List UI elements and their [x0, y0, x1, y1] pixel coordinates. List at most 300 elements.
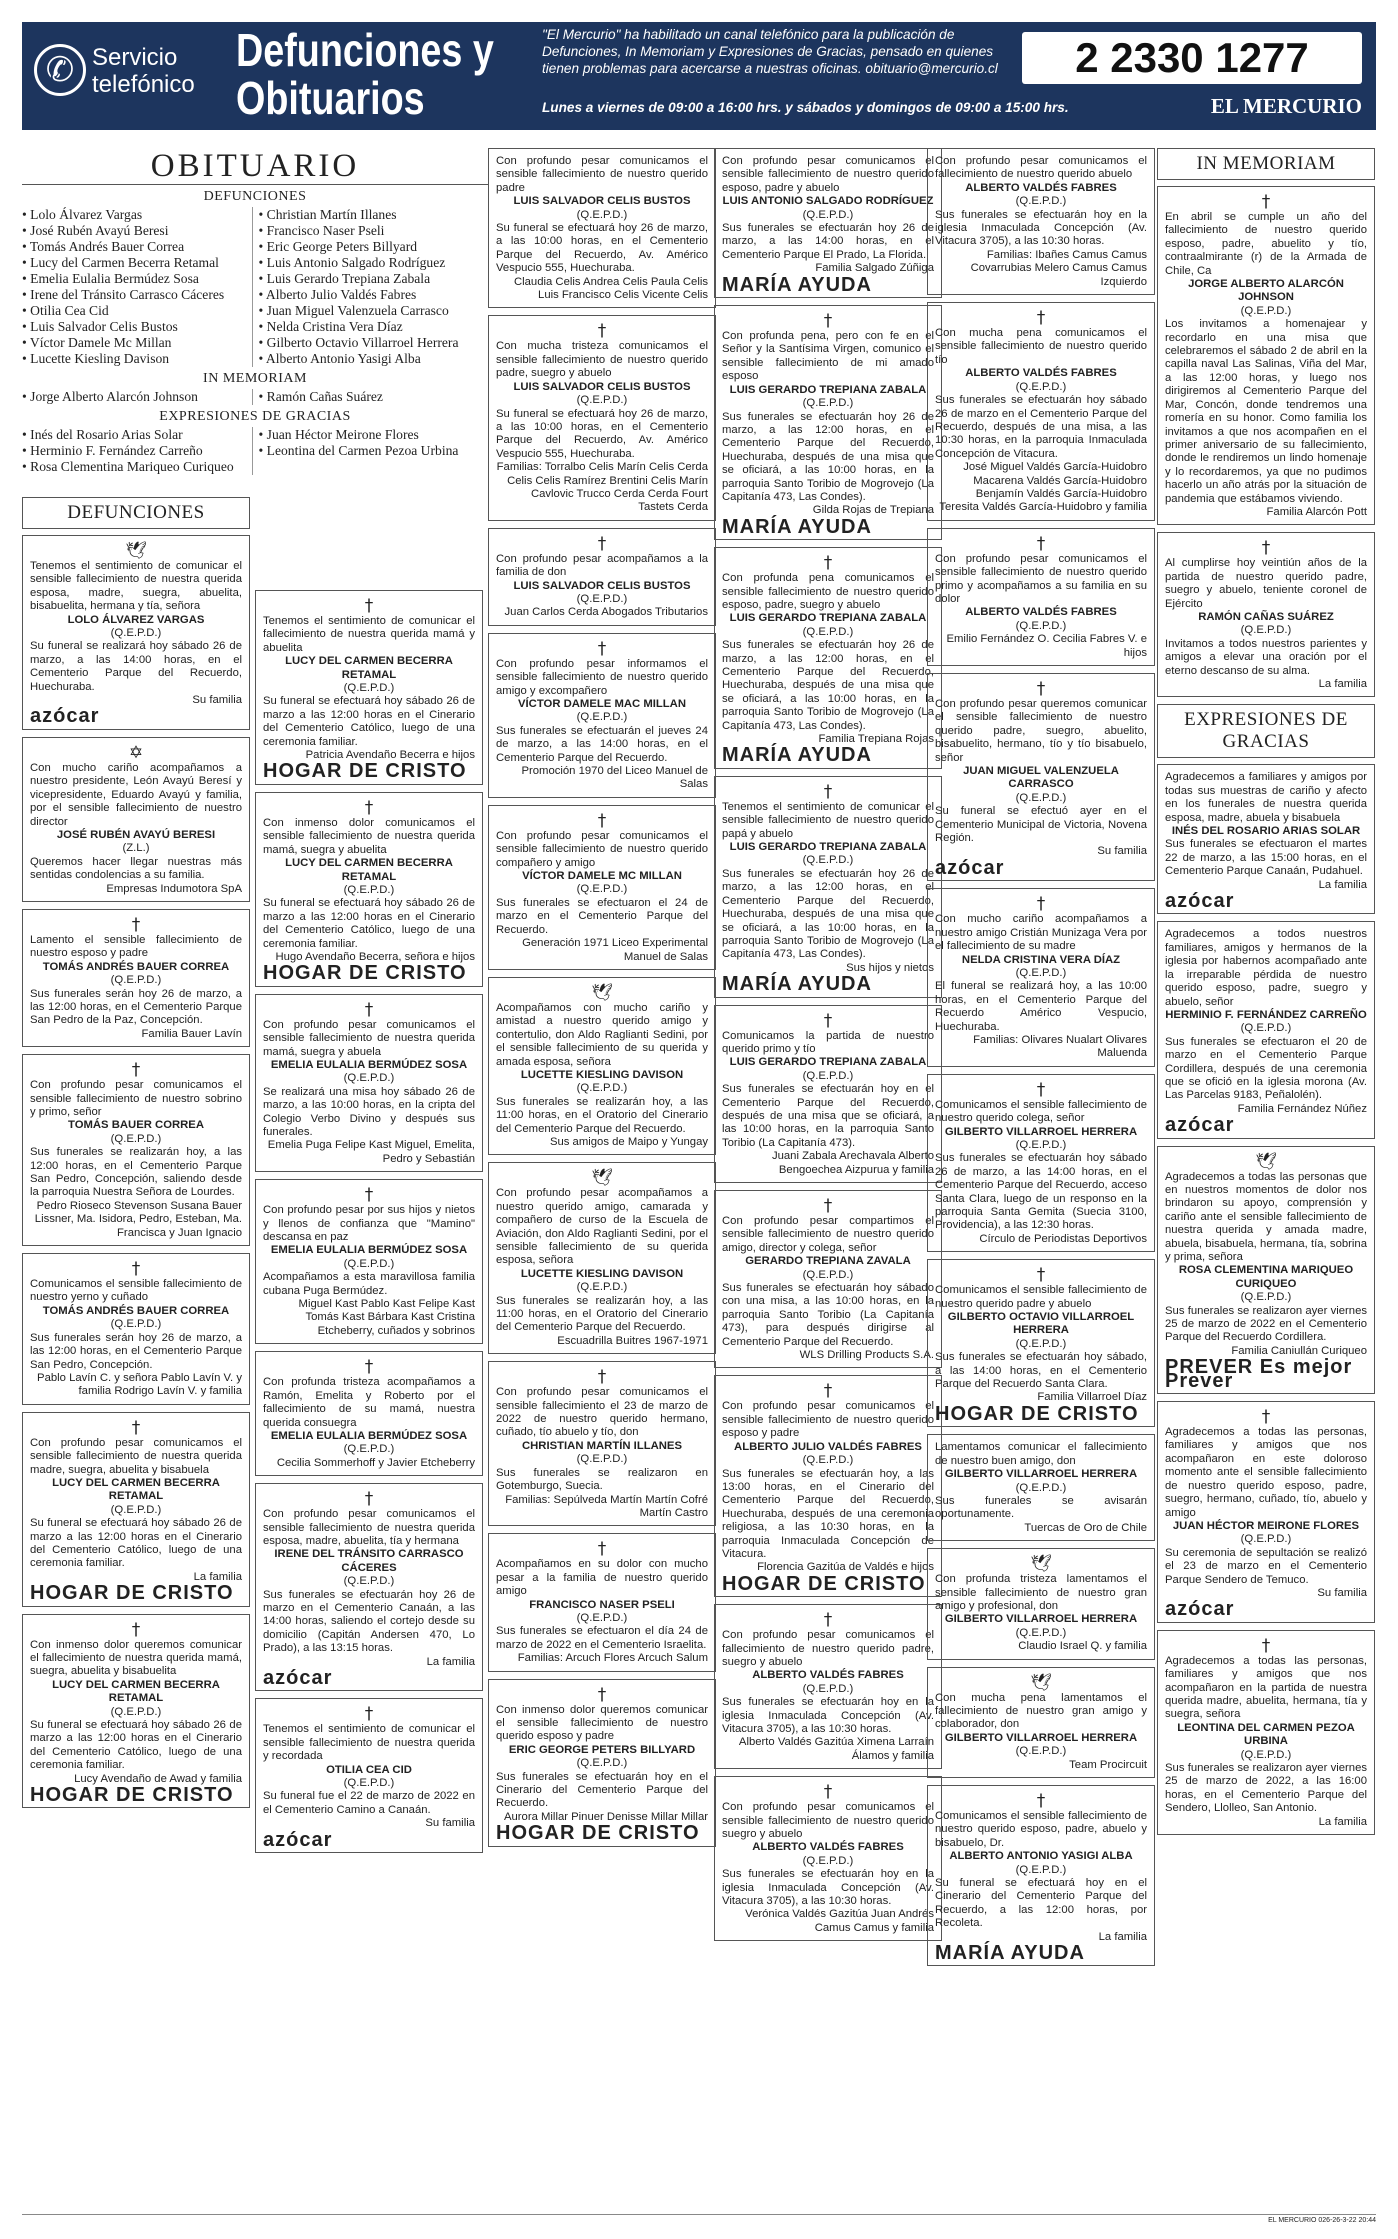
notice-qepd: (Q.E.P.D.): [110, 627, 162, 640]
notice-card: [714, 1190, 942, 1368]
cross-icon: †: [1036, 1791, 1046, 1811]
cross-icon: †: [1036, 533, 1046, 554]
notice-signature: Familias: Torralbo Celis Marín Celis Cerda Celis Celis Ramírez Brentini Celis Marín Cavlovic Trucco Cerda Cerda Fourt Tastets Cerda: [496, 461, 708, 514]
notice-signature: Pablo Lavín C. y señora Pablo Lavín V. y familia Rodrigo Lavín V. y familia: [37, 1371, 242, 1398]
notice-card: [255, 792, 483, 987]
notice-details: Los invitamos a homenajear y recordarlo en una misa que celebraremos el sábado 2 de abril en la capilla naval Las Salinas, Viña del Mar, a las 12:00 horas, y luego nos dirigiremos al Cementerio Parque del Mar, Concón, donde tendremos una romería en su honor. Como familia los invitamos a que nos acompañen en el primer aniversario de su fallecimiento, donde le rendiremos un lindo homenaje y lo recordaremos, ya que no pudimos hacerlo un año atrás por la situación de pandemia que estábamos viviendo.: [1165, 318, 1367, 505]
index-entry: • Jorge Alberto Alarcón Johnson: [22, 389, 252, 405]
notice-signature: La familia: [193, 1570, 242, 1583]
cross-icon: †: [364, 797, 374, 818]
notice-details: Sus funerales se efectuarán hoy 26 de marzo, a las 12:00 horas, en el Cementerio Parque del Recuerdo, Huechuraba, después de una misa que se oficiará, a las 10:00 horas, en la parroquia Santo Toribio de Mogrovejo (La Capitanía 473, Las Condes).: [722, 867, 934, 961]
notice-details: Sus funerales serán hoy 26 de marzo, a las 12:00 horas, en el Cementerio Parque San Pedro, Concepción.: [30, 1331, 242, 1371]
index-entry: • Ramón Cañas Suárez: [259, 389, 489, 405]
notice-signature: Sus amigos de Maipo y Yungay: [549, 1135, 708, 1148]
sponsor-logo: PREVER Es mejor Prever: [1165, 1356, 1353, 1392]
notice-body: Con profundo pesar comunicamos el sensible fallecimiento de nuestro querido esposo, padre y abuelo: [722, 155, 934, 194]
sponsor-logo: azócar: [30, 705, 100, 728]
cross-icon: †: [823, 1010, 833, 1031]
notice-qepd: (Q.E.P.D.): [1015, 1481, 1067, 1494]
column-4: [714, 148, 942, 1948]
notice-body: Con profundo pesar comunicamos el sensible fallecimiento de nuestro querido primo y acompañamos a su familia en su dolor: [935, 552, 1147, 605]
deceased-name: LOLO ÁLVAREZ VARGAS: [67, 613, 205, 626]
index-entry: • Nelda Cristina Vera Díaz: [259, 319, 489, 335]
notice-card: [488, 1162, 716, 1354]
notice-signature: Familia Villarroel Díaz: [1037, 1391, 1147, 1404]
page-title: Defunciones y Obituarios: [236, 24, 494, 124]
notice-signature: Florencia Gazitúa de Valdés e hijos: [757, 1561, 934, 1574]
deceased-name: LUIS GERARDO TREPIANA ZABALA: [729, 841, 927, 854]
deceased-name: LUCY DEL CARMEN BECERRA RETAMAL: [52, 1476, 220, 1503]
cross-icon: †: [364, 1185, 374, 1206]
notice-details: Su funeral se efectuará hoy sábado 26 de marzo a las 12:00 horas en el Cinerario del Cementerio Católico, luego de una ceremonia familiar.: [263, 695, 475, 748]
notice-qepd: (Q.E.P.D.): [802, 208, 854, 221]
notice-body: Con profundo pesar comunicamos el sensible fallecimiento de nuestra querida mamá, suegra y abuela: [263, 1018, 475, 1058]
brand-logo: EL MERCURIO: [1210, 94, 1362, 118]
notice-body: Tenemos el sentimiento de comunicar el sensible fallecimiento de nuestro querido papá y abuelo: [722, 800, 934, 840]
notice-card: [488, 148, 716, 308]
service-label: Servicio telefónico: [92, 44, 195, 98]
notice-qepd: (Q.E.P.D.): [802, 854, 854, 867]
deceased-name: VÍCTOR DAMELE MC MILLAN: [522, 870, 682, 883]
cross-icon: †: [1036, 1265, 1046, 1286]
column-2: [255, 590, 483, 1860]
sponsor-logo: azócar: [1165, 890, 1235, 913]
notice-body: Acompañamos en su dolor con mucho pesar a la familia de nuestro querido amigo: [496, 1558, 708, 1598]
notice-qepd: (Q.E.P.D.): [110, 1318, 162, 1331]
notice-body: En abril se cumple un año del fallecimiento de nuestro querido esposo, padre, abuelito y tío, contraalmirante (r) de la Armada de Chile, Ca: [1165, 211, 1367, 277]
deceased-name: RAMÓN CAÑAS SUÁREZ: [1198, 610, 1334, 623]
notice-signature: Juan Carlos Cerda Abogados Tributarios: [504, 606, 708, 619]
notice-details: Sus funerales se efectuarán hoy 26 de marzo, a las 12:00 horas, en el Cementerio Parque del Recuerdo, Huechuraba, después de una misa que se oficiará, a las 10:00 horas, en la parroquia Santo Toribio de Mogrovejo (La Capitanía 473, Las Condes).: [722, 639, 934, 732]
notice-details: Su funeral se efectuó ayer en el Cementerio Municipal de Victoria, Novena Región.: [935, 805, 1147, 845]
sponsor-logo: MARÍA AYUDA: [722, 515, 872, 538]
deceased-name: FRANCISCO NASER PSELI: [529, 1598, 675, 1611]
notice-card: [1157, 1401, 1375, 1623]
notice-details: Sus funerales se efectuarán hoy sábado 26 de marzo, a las 14:00 horas, en el Cementerio Parque del Recuerdo, acceso Santa Clara, luego de un responso en la parroquia Santa Gemita (Suecia 3100, Providencia), a las 12:30 horas.: [935, 1152, 1147, 1232]
notice-qepd: (Q.E.P.D.): [802, 1454, 854, 1467]
notice-signature: Claudio Israel Q. y familia: [1018, 1640, 1147, 1653]
sponsor-logo: HOGAR DE CRISTO: [263, 760, 467, 783]
notice-qepd: (Q.E.P.D.): [802, 1268, 854, 1281]
notice-details: Sus funerales se efectuarán hoy sábado, a las 14:00 horas, en el Cementerio Parque del Recuerdo Santa Clara.: [935, 1351, 1147, 1391]
notice-card: [255, 1483, 483, 1691]
deceased-name: ALBERTO VALDÉS FABRES: [965, 367, 1117, 380]
notice-details: Acompañamos a esta maravillosa familia cubana Puga Bermúdez.: [263, 1271, 475, 1297]
notice-signature: Su familia: [425, 1817, 475, 1830]
notice-qepd: (Q.E.P.D.): [343, 1777, 395, 1790]
notice-card: [255, 590, 483, 785]
deceased-name: ALBERTO VALDÉS FABRES: [752, 1669, 904, 1682]
notice-card: [714, 148, 942, 298]
notice-qepd: (Q.E.P.D.): [1240, 624, 1292, 637]
index-entry: • Luis Gerardo Trepiana Zabala: [259, 271, 489, 287]
index-entry: • Luis Antonio Salgado Rodríguez: [259, 255, 489, 271]
notice-details: Invitamos a todos nuestros parientes y amigos a elevar una oración por el eterno descanso de su alma.: [1165, 637, 1367, 677]
notice-card: [255, 1351, 483, 1476]
deceased-name: JOSÉ RUBÉN AVAYÚ BERESI: [56, 828, 216, 841]
deceased-name: LUCETTE KIESLING DAVISON: [520, 1068, 684, 1081]
notice-signature: La familia: [1318, 678, 1367, 690]
cross-icon: †: [823, 781, 833, 802]
section-gracias: EXPRESIONES DE GRACIAS: [1157, 704, 1375, 758]
notice-signature: Gilda Rojas de Trepiana: [812, 504, 934, 517]
notice-qepd: (Q.E.P.D.): [1240, 1291, 1292, 1304]
notice-details: Su funeral se efectuará hoy sábado 26 de marzo a las 12:00 horas en el Cinerario del Cementerio Católico, luego de una ceremonia familiar.: [30, 1719, 242, 1772]
notice-details: Sus funerales se efectuarán hoy 26 de marzo, a las 14:00 horas, en el Cementerio Parque El Prado, La Florida.: [722, 222, 934, 261]
deceased-name: ROSA CLEMENTINA MARIQUEO CURIQUEO: [1178, 1264, 1354, 1290]
notice-qepd: (Q.E.P.D.): [576, 1757, 628, 1770]
notice-details: Sus funerales se efectuarán hoy en el Cinerario del Cementerio Parque del Recuerdo.: [496, 1770, 708, 1810]
deceased-name: ALBERTO JULIO VALDÉS FABRES: [734, 1440, 922, 1453]
notice-signature: Promoción 1970 del Liceo Manuel de Salas: [521, 765, 708, 791]
notice-details: Sus funerales se efectuarán hoy 26 de marzo en el Cementerio Canaán, a las 14:00 horas, saliendo el cortejo desde su domicilio (Capitán Andersen 470, Lo Prado), a las 13:15 horas.: [263, 1588, 475, 1655]
deceased-name: LUCY DEL CARMEN BECERRA RETAMAL: [285, 655, 453, 681]
notice-qepd: (Q.E.P.D.): [343, 1257, 395, 1270]
notice-details: Su funeral se efectuará hoy 26 de marzo, a las 10:00 horas, en el Cementerio Parque del Recuerdo, Av. Américo Vespucio 555, Huechuraba.: [496, 222, 708, 275]
notice-body: Con mucha pena comunicamos el sensible fallecimiento de nuestro querido tío: [935, 327, 1147, 366]
notice-details: Su funeral se efectuará hoy sábado 26 de marzo a las 12:00 horas en el Cinerario del Cementerio Católico, luego de una ceremonia familiar.: [263, 897, 475, 950]
notice-body: Con profunda tristeza acompañamos a Ramón, Emelita y Roberto por el fallecimiento de su mamá, nuestra querida consuegra: [263, 1376, 475, 1429]
notice-qepd: (Q.E.P.D.): [1015, 195, 1067, 208]
notice-qepd: (Q.E.P.D.): [802, 625, 854, 638]
deceased-name: LUIS SALVADOR CELIS BUSTOS: [513, 579, 691, 592]
index-entry: • Juan Miguel Valenzuela Carrasco: [259, 303, 489, 319]
section-memoriam: IN MEMORIAM: [1157, 148, 1375, 180]
notice-signature: Generación 1971 Liceo Experimental Manuel de Salas: [522, 937, 708, 963]
banner-hours: Lunes a viernes de 09:00 a 16:00 hrs. y sábados y domingos de 09:00 a 15:00 hrs.: [542, 100, 1069, 115]
notice-signature: Su familia: [1097, 845, 1147, 858]
cross-icon: †: [131, 914, 141, 935]
notice-card: [1157, 1146, 1375, 1395]
notice-qepd: (Q.E.P.D.): [1240, 1748, 1292, 1761]
notice-signature: Cecilia Sommerhoff y Javier Etcheberry: [276, 1456, 475, 1469]
notice-card: [488, 805, 716, 970]
notice-signature: Familia Bauer Lavín: [141, 1027, 242, 1040]
notice-signature: La familia: [1098, 1930, 1147, 1943]
notice-details: Sus funerales se efectuarán el jueves 24 de marzo, a las 14:00 horas, en el Cementerio Parque del Recuerdo.: [496, 724, 708, 764]
notice-card: [488, 1533, 716, 1671]
notice-qepd: (Q.E.P.D.): [1015, 619, 1067, 632]
notice-qepd: (Q.E.P.D.): [343, 1575, 395, 1588]
index-entry: • Juan Héctor Meirone Flores: [259, 427, 489, 443]
notice-qepd: (Q.E.P.D.): [1015, 1138, 1067, 1151]
notice-signature: Miguel Kast Pablo Kast Felipe Kast Tomás Kast Bárbara Kast Cristina Etcheberry, cuñados y sobrinos: [298, 1298, 475, 1337]
index-entry: • Leontina del Carmen Pezoa Urbina: [259, 443, 489, 459]
banner-info: "El Mercurio" ha habilitado un canal telefónico para la publicación de Defunciones, In Memoriam y Expresiones de Gracias, pensado en quienes tienen problemas para acercarse a nuestras oficinas. obituario@mercurio.cl: [542, 27, 998, 76]
notice-details: Sus funerales se efectuarán hoy sábado 26 de marzo en el Cementerio Parque del Recuerdo, después de una misa, a las 10:30 horas, en la parroquia Inmaculada Concepción de Vitacura.: [935, 394, 1147, 460]
notice-details: Sus funerales se efectuarán hoy en la iglesia Inmaculada Concepción (Av. Vitacura 3705), a las 10:30 horas.: [722, 1696, 934, 1735]
index-entry: • Gilberto Octavio Villarroel Herrera: [259, 335, 489, 351]
notice-qepd: (Q.E.P.D.): [1015, 966, 1067, 979]
notice-details: Sus funerales se realizarán hoy, a las 12:00 horas, en el Cementerio Parque San Pedro, Concepción, saliendo desde la parroquia Nuestra Señora de Lourdes.: [30, 1146, 242, 1199]
notice-signature: Emelia Puga Felipe Kast Miguel, Emelita, Pedro y Sebastián: [267, 1139, 475, 1165]
notice-body: Con profundo pesar comunicamos el sensible fallecimiento de nuestro sobrino y primo, señor: [30, 1079, 242, 1118]
notice-details: Sus funerales se efectuarán hoy en la iglesia Inmaculada Concepción (Av. Vitacura 3705), a las 10:30 horas.: [722, 1868, 934, 1908]
notice-card: [927, 528, 1155, 666]
deceased-name: LUIS SALVADOR CELIS BUSTOS: [513, 195, 691, 208]
sponsor-logo: HOGAR DE CRISTO: [935, 1402, 1139, 1425]
obituary-index: [22, 148, 488, 475]
notice-body: Tenemos el sentimiento de comunicar el fallecimiento de nuestra querida mamá y abuelita: [263, 615, 475, 654]
notice-body: Con profundo pesar comunicamos el sensible fallecimiento de nuestro querido compañero y amigo: [496, 829, 708, 869]
notice-signature: Familia Caniullán Curiqueo: [1231, 1344, 1367, 1357]
notice-signature: Patricia Avendaño Becerra e hijos: [305, 749, 475, 762]
notice-card: [1157, 186, 1375, 525]
notice-qepd: (Q.E.P.D.): [576, 1082, 628, 1095]
notice-signature: Familias: Arcuch Flores Arcuch Salum: [517, 1652, 708, 1665]
cross-icon: †: [597, 1367, 607, 1388]
notice-body: Con profunda pena, pero con fe en el Señor y la Santísima Virgen, comunico el sensible fallecimiento de mi amado esposo: [722, 330, 934, 383]
notice-body: Con profundo pesar comunicamos el fallecimiento de nuestro querido padre, suegro y abuelo: [722, 1629, 934, 1668]
sponsor-logo: azócar: [935, 856, 1005, 879]
notice-qepd: (Q.E.P.D.): [343, 1443, 395, 1456]
notice-signature: Familia Trepiana Rojas: [818, 733, 934, 746]
notice-details: Sus funerales se efectuaron el martes 22 de marzo, a las 15:00 horas, en el Cementerio Parque Canaán, Pudahuel.: [1165, 838, 1367, 878]
notice-qepd: (Q.E.P.D.): [576, 394, 628, 407]
notice-signature: Lucy Avendaño de Awad y familia: [74, 1772, 242, 1785]
notice-details: Sus funerales se efectuarán hoy sábado con una misa, a las 10:00 horas, en la parroquia Santo Toribio (La Capitanía 473), para después dirigirse al Cementerio Parque del Recuerdo.: [722, 1282, 934, 1348]
notice-qepd: (Q.E.P.D.): [1240, 1533, 1292, 1546]
notice-card: [1157, 921, 1375, 1138]
cross-icon: †: [364, 999, 374, 1020]
notice-qepd: (Q.E.P.D.): [1015, 1626, 1067, 1639]
deceased-name: ALBERTO VALDÉS FABRES: [965, 181, 1117, 194]
deceased-name: JORGE ALBERTO ALARCÓN JOHNSON: [1188, 278, 1344, 304]
deceased-name: ERIC GEORGE PETERS BILLYARD: [508, 1743, 696, 1756]
cross-icon: †: [131, 1259, 141, 1280]
notice-details: Queremos hacer llegar nuestras más sentidas condolencias a su familia.: [30, 855, 242, 882]
deceased-name: LUIS ANTONIO SALGADO RODRÍGUEZ: [722, 195, 934, 208]
star-of-david-icon: ✡: [128, 742, 144, 763]
dove-icon: 🕊: [1030, 1554, 1052, 1575]
sponsor-logo: MARÍA AYUDA: [722, 973, 872, 996]
sponsor-logo: azócar: [263, 1828, 333, 1851]
cross-icon: †: [1261, 1635, 1271, 1656]
deceased-name: GILBERTO VILLARROEL HERRERA: [944, 1731, 1138, 1744]
notice-body: Comunicamos el sensible fallecimiento de nuestro yerno y cuñado: [30, 1278, 242, 1304]
dove-icon: 🕊: [125, 541, 147, 561]
notice-signature: Alberto Valdés Gazitúa Ximena Larraín Álamos y familia: [738, 1736, 934, 1762]
notice-body: Con inmenso dolor comunicamos el sensible fallecimiento de nuestra querida mamá, suegra y abuelita: [263, 816, 475, 856]
notice-card: [22, 1412, 250, 1607]
notice-details: Sus funerales se efectuarán hoy en la iglesia Inmaculada Concepción (Av. Vitacura 3705), a las 10:30 horas.: [935, 208, 1147, 248]
deceased-name: GILBERTO VILLARROEL HERRERA: [944, 1613, 1138, 1626]
cross-icon: †: [823, 1782, 833, 1803]
notice-card: [488, 528, 716, 626]
notice-body: Con profundo pesar comunicamos el sensible fallecimiento de nuestra querida esposa, madre, abuelita, tía y hermana: [263, 1508, 475, 1547]
sponsor-logo: HOGAR DE CRISTO: [30, 1784, 234, 1807]
cross-icon: †: [597, 810, 607, 831]
notice-details: Sus funerales se realizarán hoy, a las 11:00 horas, en el Oratorio del Cinerario del Cementerio Parque del Recuerdo.: [496, 1095, 708, 1135]
notice-qepd: (Q.E.P.D.): [1240, 1022, 1292, 1035]
notice-card: [927, 1667, 1155, 1778]
sponsor-logo: HOGAR DE CRISTO: [30, 1582, 234, 1605]
index-entry: • Christian Martín Illanes: [259, 207, 489, 223]
notice-card: [714, 1776, 942, 1941]
notice-card: [255, 1698, 483, 1853]
notice-card: [1157, 532, 1375, 697]
cross-icon: †: [823, 1610, 833, 1631]
sponsor-logo: azócar: [263, 1667, 333, 1689]
sponsor-logo: MARÍA AYUDA: [935, 1942, 1085, 1965]
notice-signature: Verónica Valdés Gazitúa Juan Andrés Camus Camus y familia: [745, 1908, 934, 1934]
notice-card: [22, 909, 250, 1047]
notice-qepd: (Q.E.P.D.): [343, 682, 395, 695]
cross-icon: †: [823, 311, 833, 332]
notice-card: [714, 1375, 942, 1597]
notice-details: Sus funerales se efectuarán hoy en el Cementerio Parque del Recuerdo, después de una misa que se oficiará, a las 10:00 horas, en la parroquia Santo Toribio (La Capitanía 473).: [722, 1083, 934, 1149]
phone-number: 2 2330 1277: [1022, 32, 1362, 84]
notice-body: Con profunda tristeza lamentamos el sensible fallecimiento de nuestro gran amigo y profesional, don: [935, 1573, 1147, 1612]
deceased-name: HERMINIO F. FERNÁNDEZ CARREÑO: [1165, 1008, 1367, 1021]
notice-details: Sus funerales se efectuarán hoy 26 de marzo, a las 12:00 horas, en el Cementerio Parque del Recuerdo, Huechuraba, después de una misa que se oficiará, a las 10:00 horas, en la parroquia Santo Toribio de Mogrovejo (La Capitanía 473, Las Condes).: [722, 410, 934, 503]
notice-body: Con mucho cariño acompañamos a nuestro amigo Cristián Munizaga Vera por el fallecimiento de su madre: [935, 913, 1147, 953]
notice-signature: Team Procircuit: [1069, 1758, 1147, 1771]
notice-signature: Empresas Indumotora SpA: [106, 882, 242, 895]
notice-body: Agradecemos a familiares y amigos por todas sus muestras de cariño y afecto en los funerales de nuestra querida esposa, madre, abuela y bisabuela: [1165, 771, 1367, 824]
notice-card: [927, 1434, 1155, 1541]
deceased-name: VÍCTOR DAMELE MAC MILLAN: [518, 698, 686, 710]
column-5: [927, 148, 1155, 1973]
cross-icon: †: [597, 533, 607, 554]
notice-body: Comunicamos el sensible fallecimiento de nuestro querido colega, señor: [935, 1098, 1147, 1125]
cross-icon: †: [823, 1196, 833, 1216]
deceased-name: LUCY DEL CARMEN BECERRA RETAMAL: [52, 1678, 220, 1705]
notice-qepd: (Q.E.P.D.): [576, 1453, 628, 1466]
notice-body: Con profundo pesar queremos comunicar el sensible fallecimiento de nuestro querido padre, suegro, abuelito, bisabuelito, hermano, tío y tío bisabuelo, señor: [935, 698, 1147, 764]
notice-qepd: (Q.E.P.D.): [802, 1854, 854, 1867]
notice-card: [714, 1604, 942, 1769]
notice-details: Sus funerales se efectuarán hoy, a las 13:00 horas, en el Cinerario del Cementerio Parque del Recuerdo, Huechuraba, después de una ceremonia religiosa, a las 10:30 horas, en la parroquia Inmaculada Concepción de Vitacura.: [722, 1467, 934, 1560]
deceased-name: ALBERTO VALDÉS FABRES: [965, 606, 1117, 619]
notice-qepd: (Z.L.): [122, 842, 150, 855]
dove-icon: 🕊: [591, 982, 613, 1003]
deceased-name: LEONTINA DEL CARMEN PEZOA URBINA: [1177, 1721, 1355, 1748]
cross-icon: †: [1036, 679, 1046, 699]
notice-body: Con profundo pesar acompañamos a la familia de don: [496, 552, 708, 579]
notice-qepd: (Q.E.P.D.): [1015, 1745, 1067, 1758]
notice-body: Con mucha tristeza comunicamos el sensible fallecimiento de nuestro querido padre, suegro y abuelo: [496, 340, 708, 380]
notice-body: Con profundo pesar comunicamos el sensible fallecimiento de nuestro querido padre: [496, 155, 708, 194]
notice-card: [927, 1548, 1155, 1659]
deceased-name: GILBERTO VILLARROEL HERRERA: [944, 1125, 1138, 1138]
notice-card: [927, 148, 1155, 295]
sponsor-logo: azócar: [1165, 1114, 1235, 1137]
notice-qepd: (Q.E.P.D.): [343, 883, 395, 896]
deceased-name: LUIS GERARDO TREPIANA ZABALA: [729, 1056, 927, 1069]
notice-details: Su funeral fue el 22 de marzo de 2022 en el Cementerio Camino a Canaán.: [263, 1790, 475, 1816]
notice-details: Sus funerales se efectuaron el día 24 de marzo de 2022 en el Cementerio Israelita.: [496, 1625, 708, 1651]
notice-card: [927, 1785, 1155, 1966]
notice-details: Sus funerales serán hoy 26 de marzo, a las 12:00 horas, en el Cementerio Parque San Pedro de la Paz, Concepción.: [30, 987, 242, 1027]
notice-qepd: (Q.E.P.D.): [1015, 1337, 1067, 1350]
sponsor-logo: HOGAR DE CRISTO: [496, 1822, 700, 1845]
cross-icon: †: [597, 638, 607, 659]
obituary-title: OBITUARIO: [22, 148, 488, 185]
notice-card: [714, 1005, 942, 1183]
index-gracias-label: EXPRESIONES DE GRACIAS: [159, 409, 351, 424]
notice-body: Con profundo pesar informamos el sensible fallecimiento de nuestro querido amigo y excompañero: [496, 657, 708, 697]
notice-signature: Familia Fernández Núñez: [1237, 1102, 1367, 1115]
deceased-name: CHRISTIAN MARTÍN ILLANES: [521, 1439, 683, 1452]
notice-body: Comunicamos el sensible fallecimiento de nuestro querido padre y abuelo: [935, 1284, 1147, 1310]
notice-signature: Familia Salgado Zúñiga: [815, 262, 934, 275]
notice-signature: Pedro Rioseco Stevenson Susana Bauer Lissner, Ma. Isidora, Pedro, Esteban, Ma. Francisca y Juan Ignacio: [34, 1199, 242, 1239]
sponsor-logo: azócar: [1165, 1598, 1235, 1621]
notice-card: [22, 1054, 250, 1246]
notice-body: Con inmenso dolor queremos comunicar el fallecimiento de nuestra querida mamá, suegra, abuelita y bisabuelita: [30, 1638, 242, 1678]
section-defunciones: DEFUNCIONES: [22, 497, 250, 529]
deceased-name: GERARDO TREPIANA ZAVALA: [745, 1255, 911, 1268]
deceased-name: ALBERTO VALDÉS FABRES: [752, 1841, 904, 1854]
notice-card: [255, 1179, 483, 1344]
deceased-name: TOMÁS BAUER CORREA: [68, 1119, 204, 1132]
index-entry: • Emelia Eulalia Bermúdez Sosa: [22, 271, 252, 287]
cross-icon: †: [364, 1704, 374, 1725]
notice-signature: WLS Drilling Products S.A.: [799, 1349, 934, 1362]
notice-qepd: (Q.E.P.D.): [576, 592, 628, 605]
notice-signature: Familia Alarcón Pott: [1266, 505, 1367, 518]
index-entry: • Tomás Andrés Bauer Correa: [22, 239, 252, 255]
deceased-name: GILBERTO VILLARROEL HERRERA: [944, 1468, 1138, 1481]
sponsor-logo: HOGAR DE CRISTO: [263, 962, 467, 985]
sponsor-logo: MARÍA AYUDA: [722, 744, 872, 767]
notice-qepd: (Q.E.P.D.): [343, 1072, 395, 1085]
notice-details: Se realizará una misa hoy sábado 26 de marzo, a las 10:00 horas, en la cripta del Colegio Verbo Divino y después sus funerales.: [263, 1085, 475, 1138]
cross-icon: †: [597, 1684, 607, 1705]
notice-signature: Aurora Millar Pinuer Denisse Millar Millar: [503, 1810, 708, 1823]
sponsor-logo: MARÍA AYUDA: [722, 273, 872, 296]
cross-icon: †: [823, 553, 833, 574]
notice-body: Con profundo pesar comunicamos el sensible fallecimiento de nuestro querido suegro y abuelo: [722, 1801, 934, 1841]
header-banner: [22, 22, 1376, 130]
notice-body: Con profundo pesar comunicamos el sensible fallecimiento el 23 de marzo de 2022 de nuestro querido hermano, cuñado, tío abuelo y tío, don: [496, 1386, 708, 1439]
notice-card: [22, 1253, 250, 1405]
index-entry: • Alberto Antonio Yasigi Alba: [259, 351, 489, 367]
index-entry: • Otilia Cea Cid: [22, 303, 252, 319]
notice-details: Sus funerales se realizarán hoy, a las 11:00 horas, en el Oratorio del Cinerario del Cementerio Parque del Recuerdo.: [496, 1294, 708, 1334]
notice-qepd: (Q.E.P.D.): [1015, 1863, 1067, 1876]
notice-body: Tenemos el sentimiento de comunicar el sensible fallecimiento de nuestra querida esposa, madre, suegra, abuelita, bisabuelita, hermana y tía, señora: [30, 560, 242, 613]
notice-body: Comunicamos el sensible fallecimiento de nuestro querido esposo, padre, abuelo y bisabuelo, Dr.: [935, 1810, 1147, 1849]
sponsor-logo: HOGAR DE CRISTO: [722, 1572, 926, 1595]
deceased-name: LUIS SALVADOR CELIS BUSTOS: [513, 380, 691, 393]
notice-signature: Familias: Ibañes Camus Camus Covarrubias Melero Camus Camus Izquierdo: [970, 248, 1147, 288]
notice-qepd: (Q.E.P.D.): [576, 711, 628, 724]
index-entry: • Víctor Damele Mc Millan: [22, 335, 252, 351]
notice-signature: Familias: Sepúlveda Martín Martín Cofré Martín Castro: [505, 1493, 708, 1519]
notice-signature: Sus hijos y nietos: [846, 961, 934, 974]
notice-body: Con inmenso dolor queremos comunicar el sensible fallecimiento de nuestro querido esposo y padre: [496, 1703, 708, 1743]
deceased-name: EMELIA EULALIA BERMÚDEZ SOSA: [270, 1244, 468, 1257]
notice-qepd: (Q.E.P.D.): [110, 974, 162, 987]
column-3: [488, 148, 716, 1854]
dove-icon: 🕊: [1255, 1151, 1277, 1172]
index-entry: • Inés del Rosario Arias Solar: [22, 427, 252, 443]
notice-details: Su ceremonia de sepultación se realizó el 23 de marzo en el Cementerio Parque Sendero de Temuco.: [1165, 1546, 1367, 1586]
notice-body: Con profundo pesar compartimos el sensible fallecimiento de nuestro querido amigo, director y colega, señor: [722, 1215, 934, 1254]
index-entry: • José Rubén Avayú Beresi: [22, 223, 252, 239]
notice-card: [927, 888, 1155, 1066]
notice-details: Sus funerales se efectuaron el 24 de marzo en el Cementerio Parque del Recuerdo.: [496, 896, 708, 936]
notice-card: [714, 547, 942, 769]
notice-qepd: (Q.E.P.D.): [1015, 380, 1067, 393]
notice-signature: Su familia: [1317, 1586, 1367, 1599]
cross-icon: †: [823, 1381, 833, 1402]
notice-body: Con profunda pena comunicamos el sensible fallecimiento de nuestro querido esposo, padre, suegro y abuelo: [722, 572, 934, 611]
cross-icon: †: [597, 321, 607, 342]
index-entry: • Lucette Kiesling Davison: [22, 351, 252, 367]
